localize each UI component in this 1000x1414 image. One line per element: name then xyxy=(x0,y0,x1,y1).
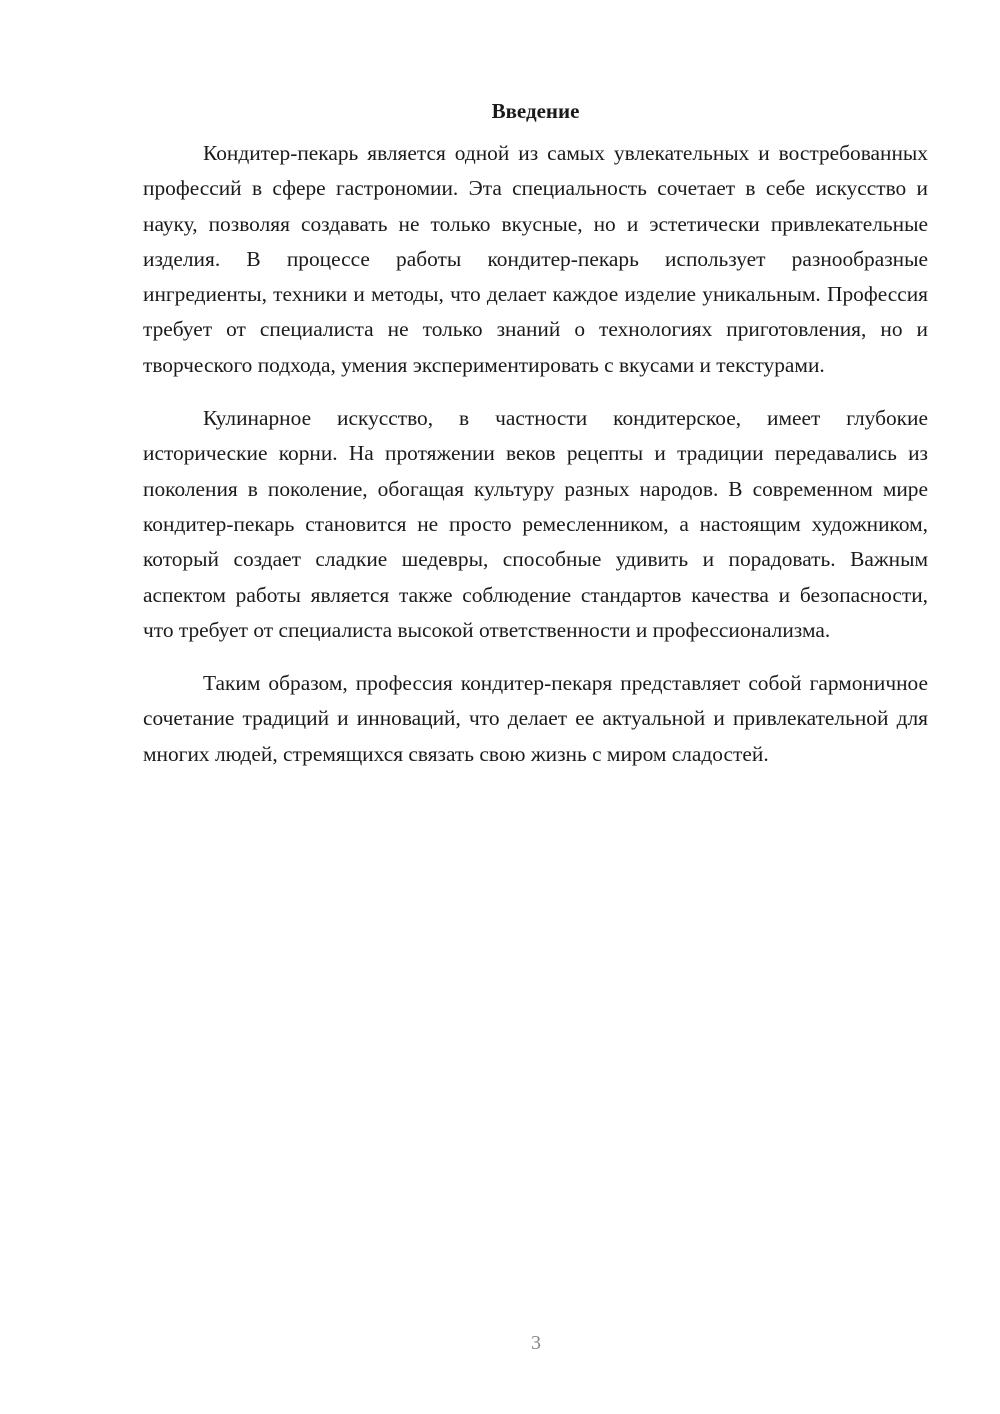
paragraph-3: Таким образом, профессия кондитер-пекаря представляет собой гармоничное сочетание традиций и инноваций, что делает ее актуальной и привлекательной для многих людей, стремящихся связать свою жизнь с миром сладостей. xyxy=(143,671,928,766)
section-heading: Введение xyxy=(491,99,580,123)
page-content xyxy=(143,94,928,790)
paragraph-2: Кулинарное искусство, в частности кондитерское, имеет глубокие исторические корни. На протяжении веков рецепты и традиции передавались из поколения в поколение, обогащая культуру разных народов. В современном мире кондитер-пекарь становится не просто ремесленником, а настоящим художником, который создает сладкие шедевры, способные удивить и порадовать. Важным аспектом работы является также соблюдение стандартов качества и безопасности, что требует от специалиста высокой ответственности и профессионализма. xyxy=(143,406,928,642)
paragraph-1: Кондитер-пекарь является одной из самых увлекательных и востребованных профессий в сфере гастрономии. Эта специальность сочетает в себе искусство и науку, позволяя создавать не только вкусные, но и эстетически привлекательные изделия. В процессе работы кондитер-пекарь использует разнообразные ингредиенты, техники и методы, что делает каждое изделие уникальным. Профессия требует от специалиста не только знаний о технологиях приготовления, но и творческого подхода, умения экспериментировать с вкусами и текстурами. xyxy=(143,141,928,377)
page-number: 3 xyxy=(531,1332,541,1354)
